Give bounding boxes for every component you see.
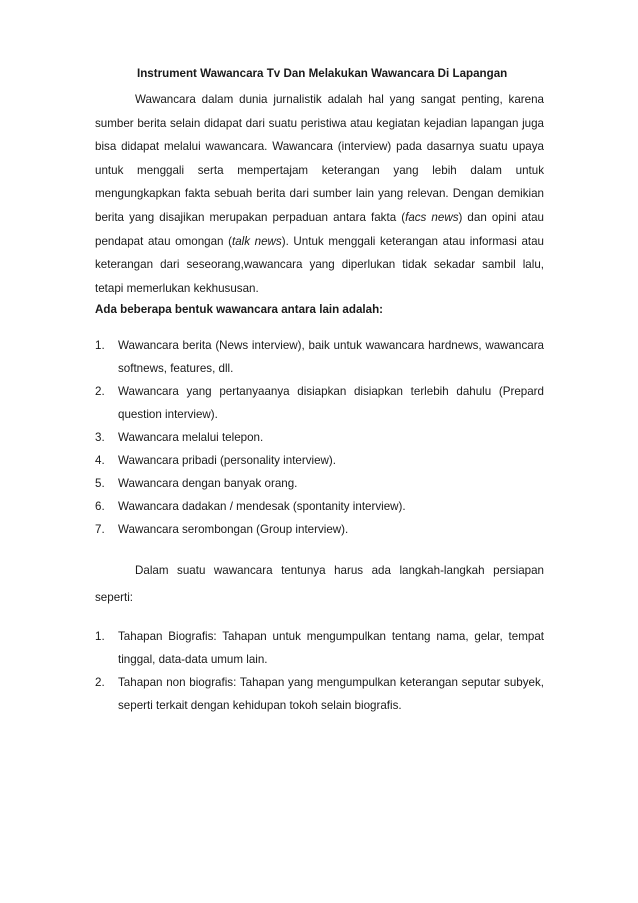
list-item xyxy=(95,495,544,518)
list-number: 1. xyxy=(95,630,105,644)
intro-italic-talk-news: talk news xyxy=(231,234,282,248)
list-item-text: Wawancara dadakan / mendesak (spontanity interview). xyxy=(118,500,406,514)
list-item xyxy=(95,671,544,717)
list-item-text: Wawancara yang pertanyaanya disiapkan disiapkan terlebih dahulu (Prepard question interview). xyxy=(118,385,544,422)
list-number: 4. xyxy=(95,454,105,468)
types-heading: Ada beberapa bentuk wawancara antara lain adalah: xyxy=(95,303,384,317)
list-item xyxy=(95,472,544,495)
list-item-text: Wawancara melalui telepon. xyxy=(118,431,264,445)
list-item-text: Wawancara pribadi (personality interview). xyxy=(118,454,337,468)
list-number: 7. xyxy=(95,523,105,537)
list-number: 6. xyxy=(95,500,105,514)
list-item-text: Tahapan non biografis: Tahapan yang mengumpulkan keterangan seputar subyek, seperti terkait dengan kehidupan tokoh selain biografis. xyxy=(118,676,544,713)
list-item xyxy=(95,518,544,541)
list-item xyxy=(95,625,544,671)
intro-text-part1: Wawancara dalam dunia jurnalistik adalah hal yang sangat penting, karena sumber berita selain didapat dari suatu peristiwa atau kegiatan kejadian lapangan juga bisa didapat melalui wawancara. Wawancara (interview) pada dasarnya suatu upaya untuk menggali serta mempertajam keterangan yang lebih dalam untuk mengungkapkan fakta sebuah berita dari sumber lain yang relevan. Dengan demikian berita yang disajikan merupakan perpaduan antara fakta ( xyxy=(95,93,544,224)
list-item-text: Wawancara serombongan (Group interview). xyxy=(118,523,349,537)
list-item xyxy=(95,426,544,449)
types-list xyxy=(95,334,544,541)
list-number: 2. xyxy=(95,676,105,690)
preparation-paragraph: Dalam suatu wawancara tentunya harus ada langkah-langkah persiapan seperti: xyxy=(95,564,544,605)
list-number: 1. xyxy=(95,339,105,353)
intro-text-part2: ) dan opini atau pendapat atau omongan ( xyxy=(95,210,544,248)
intro-text-part3: ). Untuk menggali keterangan atau informasi atau keterangan dari seseorang,wawancara yang diperlukan tidak sekadar sambil lalu, tetapi memerlukan kekhususan. xyxy=(95,234,545,295)
list-item xyxy=(95,449,544,472)
list-item-text: Tahapan Biografis: Tahapan untuk mengumpulkan tentang nama, gelar, tempat tinggal, data-data umum lain. xyxy=(118,630,544,667)
list-item-text: Wawancara berita (News interview), baik untuk wawancara hardnews, wawancara softnews, features, dll. xyxy=(118,339,544,376)
intro-italic-facs-news: facs news xyxy=(405,210,459,224)
steps-list xyxy=(95,625,544,717)
document-page xyxy=(95,66,544,717)
intro-paragraph xyxy=(95,88,544,300)
list-item-text: Wawancara dengan banyak orang. xyxy=(118,477,298,491)
list-item xyxy=(95,380,544,426)
list-number: 3. xyxy=(95,431,105,445)
list-number: 5. xyxy=(95,477,105,491)
document-title: Instrument Wawancara Tv Dan Melakukan Wawancara Di Lapangan xyxy=(137,67,508,80)
list-item xyxy=(95,334,544,380)
list-number: 2. xyxy=(95,385,105,399)
